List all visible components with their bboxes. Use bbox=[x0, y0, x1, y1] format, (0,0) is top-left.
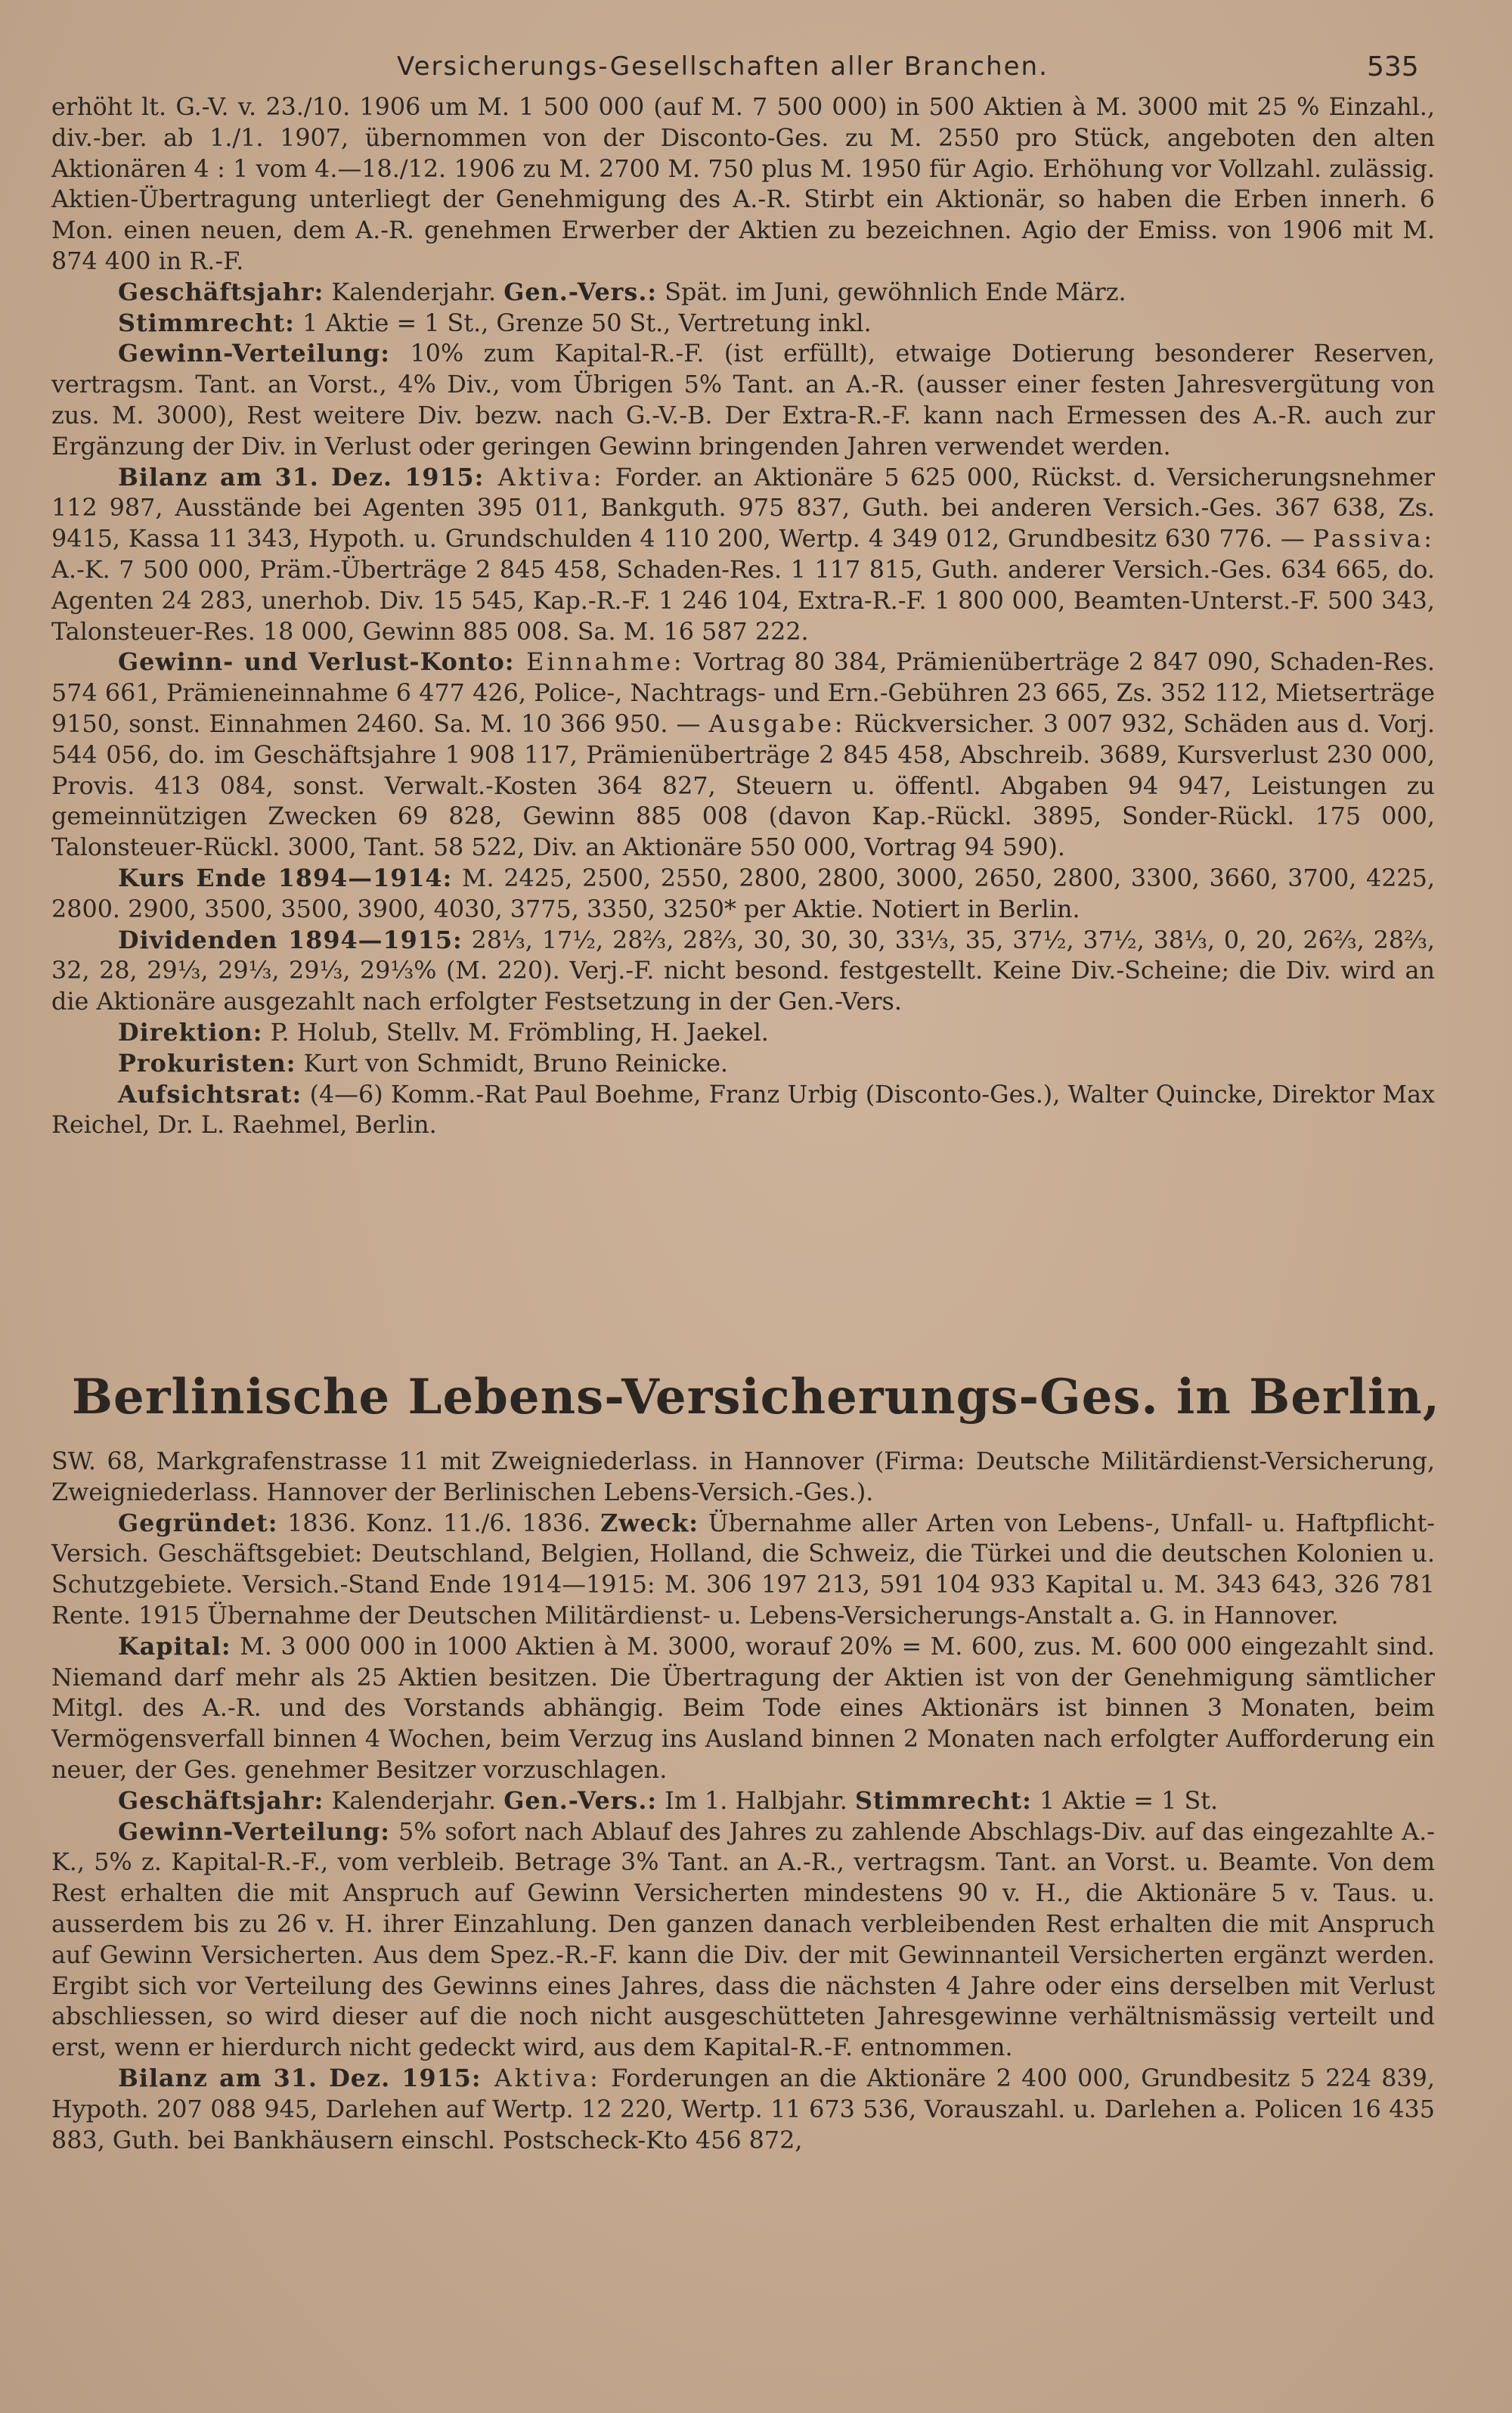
paragraph-fiscal-year-2: Geschäftsjahr: Kalenderjahr. Gen.-Vers.: Im 1. Halbjahr. Stimmrecht: 1 Aktie = 1 St. bbox=[118, 1786, 1219, 1815]
section-continued-entry bbox=[51, 92, 1435, 1141]
paragraph-share-prices: Kurs Ende 1894—1914: M. 2425, 2500, 2550, 2800, 2800, 3000, 2650, 2800, 3300, 3660, 3700, 4225, 2800. 2900, 3500, 3500, 3900, 4030, 3775, 3350, 3250* per Aktie. Notiert in Berlin. bbox=[51, 864, 1435, 923]
paragraph-supervisory-board: Aufsichtsrat: (4—6) Komm.-Rat Paul Boehme, Franz Urbig (Disconto-Ges.), Walter Quincke, Direktor Max Reichel, Dr. L. Raehmel, Berlin. bbox=[51, 1080, 1435, 1140]
paragraph-procurators: Prokuristen: Kurt von Schmidt, Bruno Reinicke. bbox=[118, 1049, 729, 1078]
page-number: 535 bbox=[1367, 51, 1419, 82]
paragraph-profit-loss: Gewinn- und Verlust-Konto: Einnahme: Vortrag 80 384, Prämienüberträge 2 847 090, Schaden-Res. 574 661, Prämieneinnahme 6 477 426, Police-, Nachtrags- und Ern.-Gebühren 23 665, Zs. 352 112, Mietserträge 9150, sonst. Einnahmen 2460. Sa. M. 10 366 950. — Ausgabe: Rückversicher. 3 007 932, Schäden aus d. Vorj. 544 056, do. im Geschäftsjahre 1 908 117, Prämienüberträge 2 845 458, Abschreib. 3689, Kursverlust 230 000, Provis. 413 084, sonst. Verwalt.-Kosten 364 827, Steuern u. öffentl. Abgaben 94 947, Leistungen zu gemeinnützigen Zwecken 69 828, Gewinn 885 008 (davon Kap.-Rückl. 3895, Sonder-Rückl. 175 000, Talonsteuer-Rückl. 3000, Tant. 58 522, Div. an Aktionäre 550 000, Vortrag 94 590). bbox=[51, 648, 1436, 862]
paragraph-capital: Kapital: M. 3 000 000 in 1000 Aktien à M. 3000, worauf 20% = M. 600, zus. M. 600 000 eingezahlt sind. Niemand darf mehr als 25 Aktien besitzen. Die Übertragung der Aktien ist von der Genehmigung sämtlicher Mitgl. des A.-R. und des Vorstands abhängig. Beim Tode eines Aktionärs ist binnen 3 Monaten, beim Vermögensverfall binnen 4 Wochen, beim Verzug ins Ausland binnen 2 Monaten nach erfolgter Aufforderung ein neuer, der Ges. genehmer Besitzer vorzuschlagen. bbox=[51, 1632, 1435, 1784]
paragraph-fiscal-year: Geschäftsjahr: Kalenderjahr. Gen.-Vers.: Spät. im Juni, gewöhnlich Ende März. bbox=[118, 278, 1126, 306]
section-berlinische-lebens bbox=[51, 1447, 1435, 2156]
paragraph-address: SW. 68, Markgrafenstrasse 11 mit Zweigniederlass. in Hannover (Firma: Deutsche Militärdienst-Versicherung, Zweigniederlass. Hannover der Berlinischen Lebens-Versich.-Ges.). bbox=[51, 1447, 1435, 1506]
paragraph-profit-distribution-2: Gewinn-Verteilung: 5% sofort nach Ablauf des Jahres zu zahlende Abschlags-Div. auf das eingezahlte A.-K., 5% z. Kapital-R.-F., vom verbleib. Betrage 3% Tant. an A.-R., vertragsm. Tant. an Vorst. u. Beamte. Von dem Rest erhalten die mit Anspruch auf Gewinn Versicherten mindestens 90 v. H., die Aktionäre 5 v. Taus. u. ausserdem bis zu 26 v. H. ihrer Einzahlung. Den ganzen danach verbleibenden Rest erhalten die mit Anspruch auf Gewinn Versicherten. Aus dem Spez.-R.-F. kann die Div. der mit Gewinnanteil Versicherten ergänzt werden. Ergibt sich vor Verteilung des Gewinns eines Jahres, dass die nächsten 4 Jahre oder eins derselben mit Verlust abschliessen, so wird dieser auf die noch nicht ausgeschütteten Jahresgewinne verhältnismässig verteilt und erst, wenn er hierdurch nicht gedeckt wird, aus dem Kapital-R.-F. entnommen. bbox=[51, 1817, 1435, 2062]
paragraph-profit-distribution: Gewinn-Verteilung: 10% zum Kapital-R.-F. (ist erfüllt), etwaige Dotierung besonderer Reserven, vertragsm. Tant. an Vorst., 4% Div., vom Übrigen 5% Tant. an A.-R. (ausser einer festen Jahresvergütung von zus. M. 3000), Rest weitere Div. bezw. nach G.-V.-B. Der Extra-R.-F. kann nach Ermessen des A.-R. auch zur Ergänzung der Div. in Verlust oder geringen Gewinn bringenden Jahren verwendet werden. bbox=[51, 340, 1435, 461]
paragraph-balance-sheet-2: Bilanz am 31. Dez. 1915: Aktiva: Forderungen an die Aktionäre 2 400 000, Grundbesitz 5 224 839, Hypoth. 207 088 945, Darlehen auf Wertp. 12 220, Wertp. 11 673 536, Vorauszahl. u. Darlehen a. Policen 16 435 883, Guth. bei Bankhäusern einschl. Postscheck-Kto 456 872, bbox=[51, 2064, 1435, 2154]
paragraph-capital-increase: erhöht lt. G.-V. v. 23./10. 1906 um M. 1 500 000 (auf M. 7 500 000) in 500 Aktien à M. 3000 mit 25 % Einzahl., div.-ber. ab 1./1. 1907, übernommen von der Disconto-Ges. zu M. 2550 pro Stück, angeboten den alten Aktionären 4 : 1 vom 4.—18./12. 1906 zu M. 2700 M. 750 plus M. 1950 für Agio. Erhöhung vor Vollzahl. zulässig. Aktien-Übertragung unterliegt der Genehmigung des A.-R. Stirbt ein Aktionär, so haben die Erben innerh. 6 Mon. einen neuen, dem A.-R. genehmen Erwerber der Aktien zu bezeichnen. Agio der Emiss. von 1906 mit M. 874 400 in R.-F. bbox=[51, 93, 1435, 275]
company-heading: Berlinische Lebens-Versicherungs-Ges. in Berlin, bbox=[71, 1369, 1441, 1425]
paragraph-management: Direktion: P. Holub, Stellv. M. Frömbling, H. Jaekel. bbox=[118, 1018, 769, 1047]
running-head bbox=[0, 51, 1512, 97]
paragraph-balance-sheet: Bilanz am 31. Dez. 1915: Aktiva: Forder. an Aktionäre 5 625 000, Rückst. d. Versicherungsnehmer 112 987, Ausstände bei Agenten 395 011, Bankguth. 975 837, Guth. bei anderen Versich.-Ges. 367 638, Zs. 9415, Kassa 11 343, Hypoth. u. Grundschulden 4 110 200, Wertp. 4 349 012, Grundbesitz 630 776. — Passiva: A.-K. 7 500 000, Präm.-Überträge 2 845 458, Schaden-Res. 1 117 815, Guth. anderer Versich.-Ges. 634 665, do. Agenten 24 283, unerhob. Div. 15 545, Kap.-R.-F. 1 246 104, Extra-R.-F. 1 800 000, Beamten-Unterst.-F. 500 343, Talonsteuer-Res. 18 000, Gewinn 885 008. Sa. M. 16 587 222. bbox=[51, 463, 1435, 646]
paragraph-voting-right: Stimmrecht: 1 Aktie = 1 St., Grenze 50 St., Vertretung inkl. bbox=[118, 309, 872, 337]
running-title: Versicherungs-Gesellschaften aller Branchen. bbox=[397, 51, 1049, 82]
paragraph-founded-purpose: Gegründet: 1836. Konz. 11./6. 1836. Zweck: Übernahme aller Arten von Lebens-, Unfall- u. Haftpflicht-Versich. Geschäftsgebiet: Deutschland, Belgien, Holland, die Schweiz, die Türkei und die deutschen Kolonien u. Schutzgebiete. Versich.-Stand Ende 1914—1915: M. 306 197 213, 591 104 933 Kapital u. M. 343 643, 326 781 Rente. 1915 Übernahme der Deutschen Militärdienst- u. Lebens-Versicherungs-Anstalt a. G. in Hannover. bbox=[51, 1509, 1435, 1630]
paragraph-dividends: Dividenden 1894—1915: 28⅓, 17½, 28⅔, 28⅔, 30, 30, 30, 33⅓, 35, 37½, 37½, 38⅓, 0, 20, 26⅔, 28⅔, 32, 28, 29⅓, 29⅓, 29⅓, 29⅓% (M. 220). Verj.-F. nicht besond. festgestellt. Keine Div.-Scheine; die Div. wird an die Aktionäre ausgezahlt nach erfolgter Festsetzung in der Gen.-Vers. bbox=[51, 926, 1436, 1016]
